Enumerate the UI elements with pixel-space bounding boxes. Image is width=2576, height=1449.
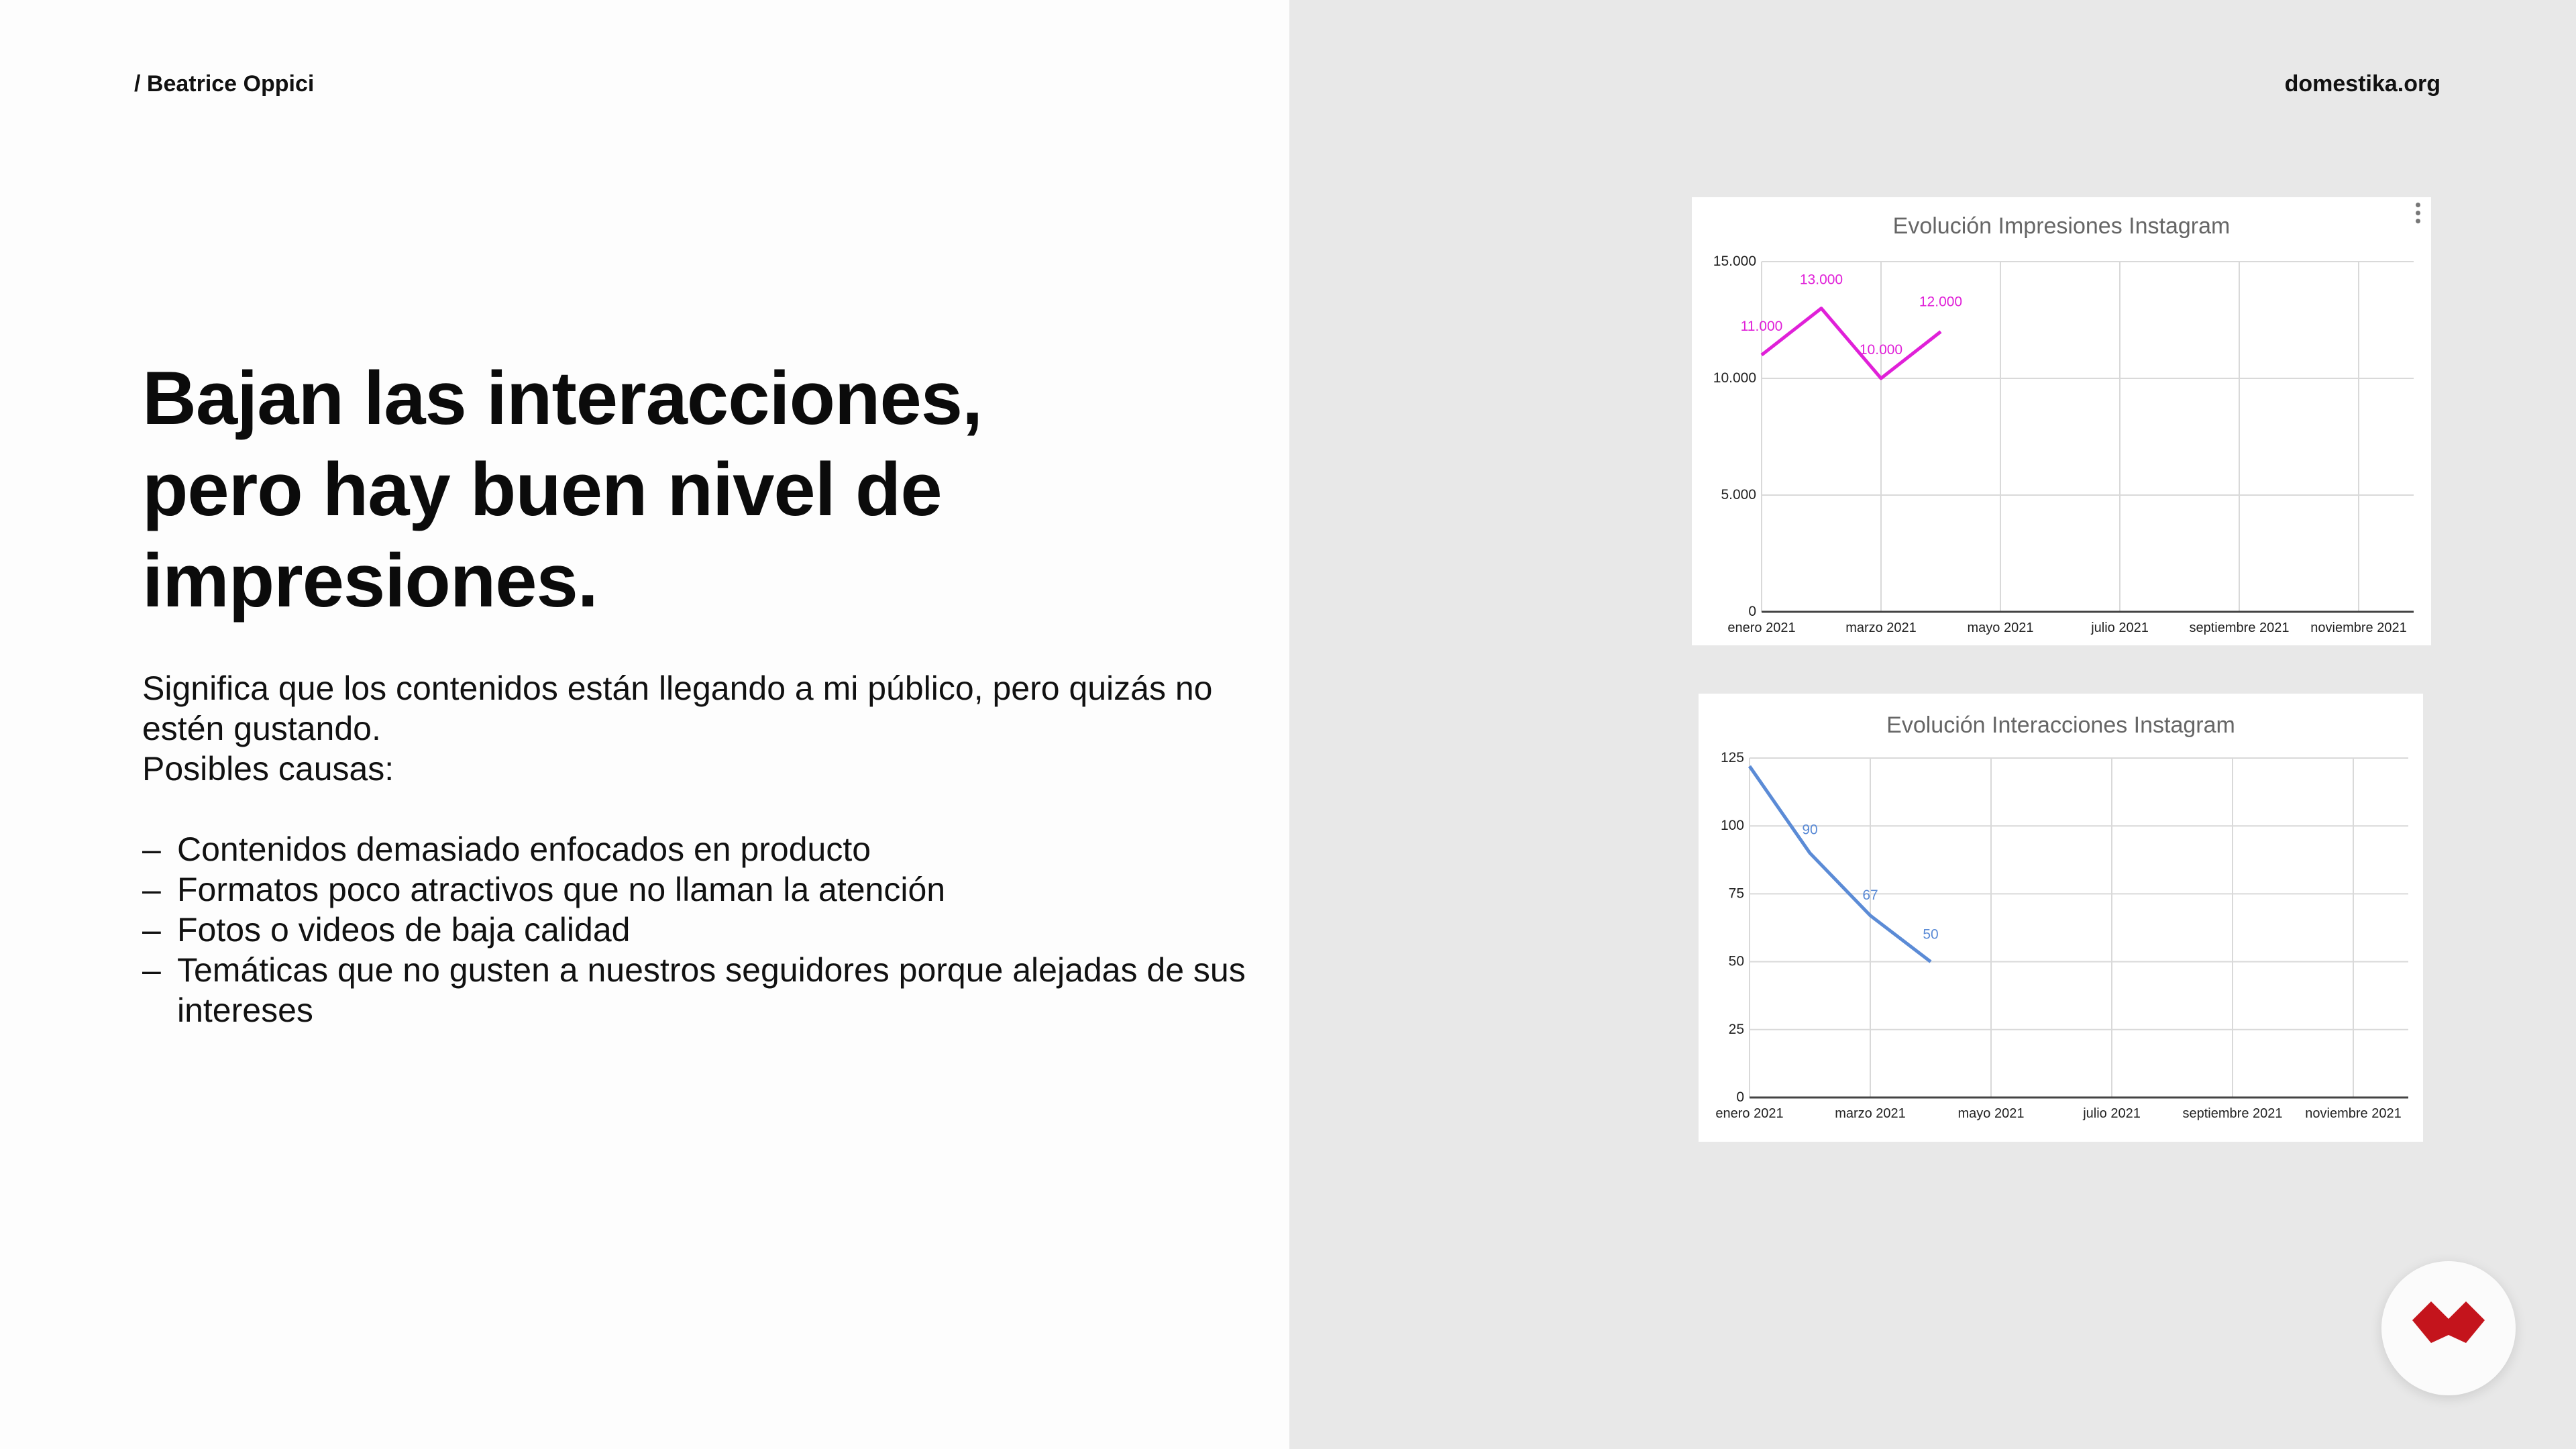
y-tick-label: 10.000 bbox=[1713, 370, 1756, 386]
domestika-logo-icon bbox=[2412, 1301, 2485, 1355]
list-item bbox=[142, 950, 1276, 1030]
headline bbox=[142, 353, 1283, 627]
body-text bbox=[142, 668, 1276, 1030]
headline-line: Bajan las interacciones, bbox=[142, 356, 983, 440]
y-tick-label: 100 bbox=[1720, 818, 1744, 834]
headline-line: pero hay buen nivel de bbox=[142, 447, 942, 531]
y-tick-label: 5.000 bbox=[1721, 487, 1756, 502]
dash-bullet: – bbox=[142, 911, 161, 949]
list-item-text: Formatos poco atractivos que no llaman la atención bbox=[177, 871, 946, 908]
dash-bullet: – bbox=[142, 830, 161, 868]
chart-title: Evolución Interacciones Instagram bbox=[1886, 712, 2235, 738]
y-tick-label: 50 bbox=[1728, 953, 1744, 969]
chart-title: Evolución Impresiones Instagram bbox=[1892, 213, 2231, 239]
more-options-icon[interactable] bbox=[2414, 203, 2422, 227]
data-label: 50 bbox=[1923, 926, 1939, 943]
x-tick-label: septiembre 2021 bbox=[2182, 1106, 2283, 1121]
domestika-logo-button[interactable] bbox=[2381, 1261, 2516, 1395]
list-item-text: Temáticas que no gusten a nuestros seguidores porque alejadas de sus intereses bbox=[177, 951, 1246, 1029]
body-line: estén gustando. bbox=[142, 710, 381, 747]
data-label: 10.000 bbox=[1859, 342, 1903, 358]
site-label: domestika.org bbox=[2284, 71, 2440, 97]
data-label: 67 bbox=[1862, 887, 1878, 903]
y-tick-label: 15.000 bbox=[1713, 254, 1756, 269]
series-line bbox=[1762, 309, 1941, 378]
x-tick-label: julio 2021 bbox=[2091, 621, 2149, 635]
x-tick-label: mayo 2021 bbox=[1967, 621, 2034, 635]
list-item-text: Contenidos demasiado enfocados en producto bbox=[177, 830, 871, 868]
series-line bbox=[1750, 766, 1931, 961]
x-tick-label: marzo 2021 bbox=[1835, 1106, 1906, 1121]
x-tick-label: enero 2021 bbox=[1715, 1106, 1784, 1121]
x-tick-label: marzo 2021 bbox=[1845, 621, 1917, 635]
y-tick-label: 75 bbox=[1728, 885, 1744, 902]
dash-bullet: – bbox=[142, 871, 161, 908]
x-tick-label: julio 2021 bbox=[2083, 1106, 2141, 1121]
interactions-chart-card bbox=[1699, 694, 2423, 1142]
author-label: / Beatrice Oppici bbox=[134, 71, 315, 97]
impressions-chart bbox=[1692, 197, 2431, 645]
data-label: 11.000 bbox=[1740, 319, 1783, 335]
interactions-chart bbox=[1699, 694, 2423, 1142]
list-item bbox=[142, 910, 1276, 950]
y-tick-label: 0 bbox=[1748, 604, 1756, 619]
y-tick-label: 0 bbox=[1736, 1089, 1744, 1105]
x-tick-label: noviembre 2021 bbox=[2310, 621, 2407, 635]
data-label: 90 bbox=[1802, 822, 1818, 838]
x-tick-label: mayo 2021 bbox=[1957, 1106, 2025, 1121]
data-label: 12.000 bbox=[1919, 294, 1963, 310]
list-item bbox=[142, 869, 1276, 910]
body-line: Posibles causas: bbox=[142, 750, 394, 788]
body-line: Significa que los contenidos están llegando a mi público, pero quizás no bbox=[142, 669, 1213, 707]
data-label: 13.000 bbox=[1799, 272, 1843, 288]
x-tick-label: noviembre 2021 bbox=[2305, 1106, 2402, 1121]
x-tick-label: septiembre 2021 bbox=[2189, 621, 2290, 635]
y-tick-label: 25 bbox=[1728, 1021, 1744, 1037]
causes-list bbox=[142, 829, 1276, 1030]
list-item bbox=[142, 829, 1276, 869]
list-item-text: Fotos o videos de baja calidad bbox=[177, 911, 631, 949]
dash-bullet: – bbox=[142, 951, 161, 989]
y-tick-label: 125 bbox=[1720, 750, 1744, 765]
impressions-chart-card bbox=[1692, 197, 2431, 645]
x-tick-label: enero 2021 bbox=[1727, 621, 1796, 635]
headline-line: impresiones. bbox=[142, 539, 598, 623]
